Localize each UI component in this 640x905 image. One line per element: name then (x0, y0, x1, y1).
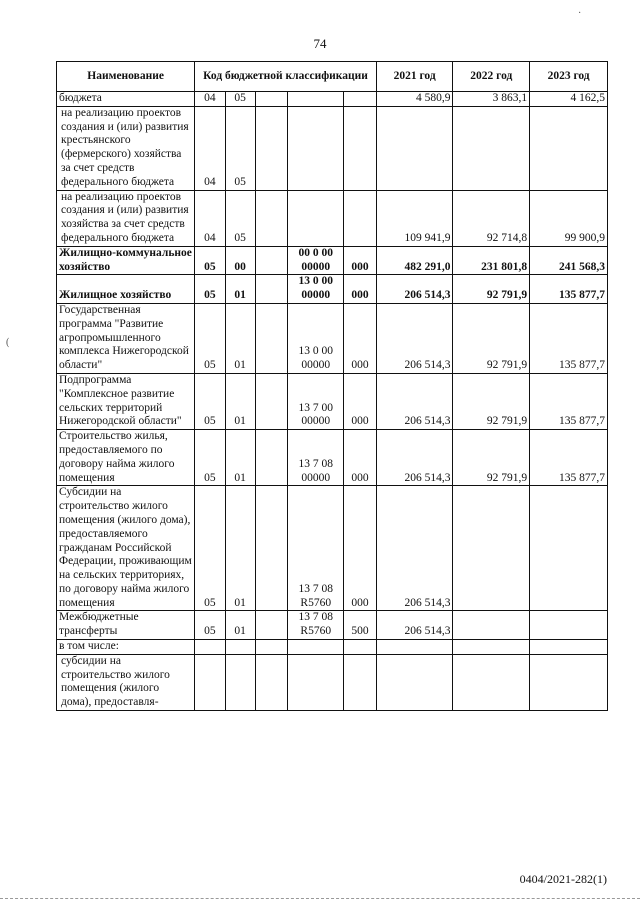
value-2021: 206 514,3 (376, 373, 453, 429)
code-expense-type (344, 190, 376, 246)
code-target: 13 7 08 R5760 (288, 611, 344, 640)
table-row (57, 373, 608, 429)
code-subsection (225, 640, 255, 655)
code-target: 00 0 00 00000 (288, 246, 344, 275)
code-expense-type: 000 (344, 275, 376, 304)
row-name: бюджета (57, 92, 195, 107)
code-expense-type: 000 (344, 373, 376, 429)
value-2022: 92 791,9 (453, 373, 530, 429)
value-2022: 231 801,8 (453, 246, 530, 275)
code-section: 05 (195, 246, 225, 275)
row-name: Государственная программа "Развитие агропромышленного комплекса Нижегородской области" (57, 303, 195, 373)
code-empty (255, 654, 287, 710)
code-expense-type (344, 654, 376, 710)
code-subsection: 01 (225, 611, 255, 640)
row-name: Жилищное хозяйство (57, 275, 195, 304)
code-empty (255, 92, 287, 107)
value-2022: 92 791,9 (453, 430, 530, 486)
row-name: в том числе: (57, 640, 195, 655)
table-row (57, 611, 608, 640)
code-empty (255, 486, 287, 611)
value-2022 (453, 486, 530, 611)
budget-table (56, 61, 608, 711)
row-name: Субсидии на строительство жилого помещения (жилого дома), предоставляемого гражданам Российской Федерации, проживающим на сельских территориях, по договору найма жилого помещения (57, 486, 195, 611)
code-target (288, 640, 344, 655)
code-expense-type (344, 106, 376, 190)
value-2023: 135 877,7 (530, 373, 608, 429)
code-section: 05 (195, 611, 225, 640)
header-code: Код бюджетной классификации (195, 62, 376, 92)
code-expense-type (344, 92, 376, 107)
table-row (57, 640, 608, 655)
code-empty (255, 190, 287, 246)
table-row (57, 106, 608, 190)
value-2022: 92 791,9 (453, 275, 530, 304)
code-subsection: 05 (225, 190, 255, 246)
row-name: Межбюджетные трансферты (57, 611, 195, 640)
value-2022: 92 791,9 (453, 303, 530, 373)
table-row (57, 430, 608, 486)
code-empty (255, 246, 287, 275)
code-subsection: 01 (225, 303, 255, 373)
table-row (57, 486, 608, 611)
code-section: 04 (195, 92, 225, 107)
scan-mark-top: · (578, 8, 582, 19)
value-2023: 135 877,7 (530, 303, 608, 373)
code-target (288, 190, 344, 246)
table-row (57, 190, 608, 246)
value-2022: 3 863,1 (453, 92, 530, 107)
value-2022 (453, 640, 530, 655)
row-name: Подпрограмма "Комплексное развитие сельских территорий Нижегородской области" (57, 373, 195, 429)
value-2023 (530, 486, 608, 611)
table-header-row (57, 62, 608, 92)
code-subsection: 00 (225, 246, 255, 275)
header-name: Наименование (57, 62, 195, 92)
page-number: 74 (313, 36, 327, 51)
code-empty (255, 275, 287, 304)
code-target (288, 106, 344, 190)
code-section: 05 (195, 486, 225, 611)
code-target (288, 92, 344, 107)
code-target: 13 7 08 R5760 (288, 486, 344, 611)
value-2022 (453, 611, 530, 640)
value-2023: 135 877,7 (530, 275, 608, 304)
code-section: 04 (195, 190, 225, 246)
value-2023: 241 568,3 (530, 246, 608, 275)
code-subsection (225, 654, 255, 710)
code-subsection: 01 (225, 373, 255, 429)
document-code: 0404/2021-282(1) (519, 872, 607, 886)
value-2023: 4 162,5 (530, 92, 608, 107)
header-2021: 2021 год (376, 62, 453, 92)
code-expense-type (344, 640, 376, 655)
value-2021 (376, 654, 453, 710)
code-target: 13 7 00 00000 (288, 373, 344, 429)
value-2023 (530, 654, 608, 710)
value-2022 (453, 106, 530, 190)
code-empty (255, 106, 287, 190)
table-row (57, 275, 608, 304)
table-row (57, 246, 608, 275)
code-empty (255, 430, 287, 486)
value-2021: 482 291,0 (376, 246, 453, 275)
scan-bottom-edge (0, 898, 640, 899)
code-empty (255, 611, 287, 640)
code-section: 05 (195, 275, 225, 304)
value-2022 (453, 654, 530, 710)
value-2021 (376, 106, 453, 190)
code-subsection: 05 (225, 92, 255, 107)
code-section (195, 640, 225, 655)
header-2022: 2022 год (453, 62, 530, 92)
row-name: Строительство жилья, предоставляемого по договору найма жилого помещения (57, 430, 195, 486)
row-name: субсидии на строительство жилого помещения (жилого дома), предоставля- (57, 654, 195, 710)
value-2023 (530, 106, 608, 190)
code-expense-type: 000 (344, 486, 376, 611)
code-expense-type: 000 (344, 246, 376, 275)
code-section (195, 654, 225, 710)
value-2021: 206 514,3 (376, 275, 453, 304)
code-subsection: 01 (225, 275, 255, 304)
code-subsection: 01 (225, 486, 255, 611)
value-2023: 135 877,7 (530, 430, 608, 486)
code-subsection: 05 (225, 106, 255, 190)
code-target (288, 654, 344, 710)
value-2022: 92 714,8 (453, 190, 530, 246)
code-target: 13 0 00 00000 (288, 303, 344, 373)
value-2023 (530, 611, 608, 640)
code-section: 05 (195, 373, 225, 429)
code-empty (255, 373, 287, 429)
code-expense-type: 000 (344, 430, 376, 486)
value-2021: 206 514,3 (376, 611, 453, 640)
code-expense-type: 000 (344, 303, 376, 373)
value-2021: 206 514,3 (376, 430, 453, 486)
value-2021: 109 941,9 (376, 190, 453, 246)
value-2021: 206 514,3 (376, 303, 453, 373)
row-name: на реализацию проектов создания и (или) развития хозяйства за счет средств федерального бюджета (57, 190, 195, 246)
table-row (57, 92, 608, 107)
code-target: 13 7 08 00000 (288, 430, 344, 486)
value-2023 (530, 640, 608, 655)
table-row (57, 654, 608, 710)
value-2021 (376, 640, 453, 655)
value-2023: 99 900,9 (530, 190, 608, 246)
scan-mark-left: ( (6, 337, 10, 348)
code-section: 04 (195, 106, 225, 190)
value-2021: 4 580,9 (376, 92, 453, 107)
code-expense-type: 500 (344, 611, 376, 640)
table-row (57, 303, 608, 373)
code-target: 13 0 00 00000 (288, 275, 344, 304)
code-subsection: 01 (225, 430, 255, 486)
code-empty (255, 303, 287, 373)
header-2023: 2023 год (530, 62, 608, 92)
code-section: 05 (195, 430, 225, 486)
value-2021: 206 514,3 (376, 486, 453, 611)
code-section: 05 (195, 303, 225, 373)
row-name: на реализацию проектов создания и (или) развития крестьянского (фермерского) хозяйства за счет средств федерального бюджета (57, 106, 195, 190)
row-name: Жилищно-коммунальное хозяйство (57, 246, 195, 275)
code-empty (255, 640, 287, 655)
